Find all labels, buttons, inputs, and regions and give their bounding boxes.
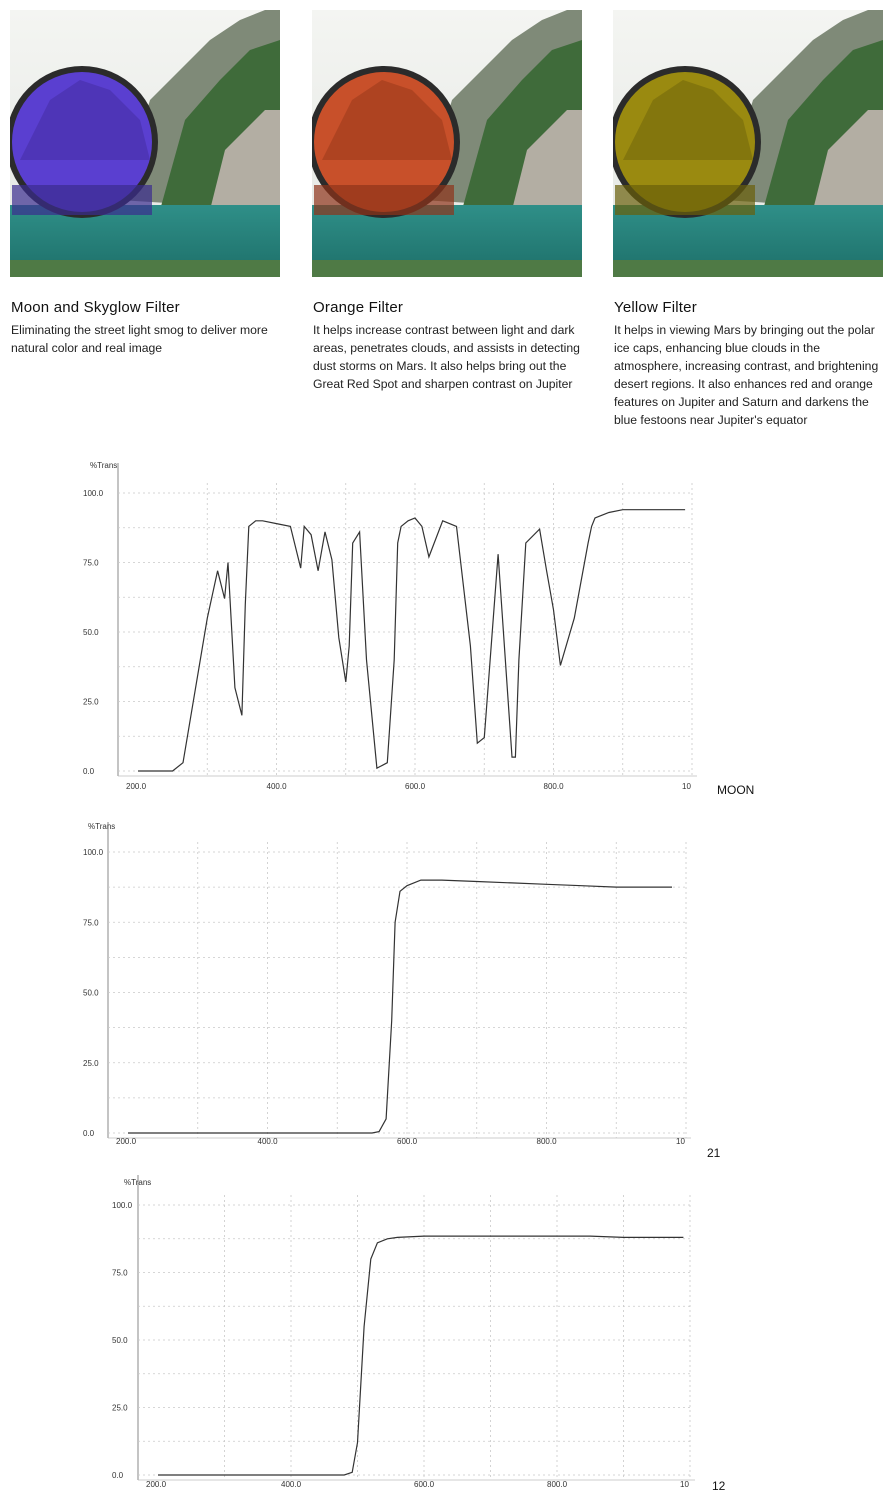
x-tick-label: 600.0 [397, 1137, 418, 1146]
y-tick-label: 25.0 [83, 1058, 99, 1068]
x-tick-label: 400.0 [257, 1137, 278, 1146]
y-tick-label: 75.0 [83, 558, 99, 568]
y-tick-label: 50.0 [83, 988, 99, 998]
y-axis-label: %Trans [124, 1178, 152, 1187]
filter-description: It helps in viewing Mars by bringing out the polar ice caps, enhancing blue clouds in the atmosphere, increasing contrast, and brightening desert regions. It also enhances red and orange features on Jupiter and Saturn and darkens the blue festoons near Jupiter's equator [614, 323, 879, 427]
chart-filter-label: MOON [717, 783, 755, 797]
yellow-filter-image [613, 10, 883, 277]
y-tick-label: 50.0 [83, 628, 99, 637]
y-tick-label: 0.0 [112, 1471, 124, 1480]
orange-filter-image [312, 10, 582, 277]
filter-title: Orange Filter [313, 299, 404, 316]
x-tick-label: 400.0 [281, 1480, 302, 1489]
transmission-curve [128, 880, 672, 1133]
y-tick-label: 100.0 [83, 848, 104, 857]
x-tick-label: 10 [680, 1480, 689, 1489]
transmission-curve [138, 510, 685, 771]
x-tick-label: 800.0 [547, 1480, 568, 1489]
y-tick-label: 50.0 [112, 1336, 128, 1345]
x-tick-label: 10 [676, 1137, 685, 1146]
filter-description: It helps increase contrast between light and dark areas, penetrates clouds, and assists in detecting dust storms on Mars. It also helps bring out the Great Red Spot and sharpen contrast on Jupiter [313, 323, 580, 391]
x-tick-label: 600.0 [405, 782, 426, 791]
x-tick-label: 800.0 [536, 1137, 557, 1146]
filter-12-transmission-chart [0, 1160, 894, 1500]
x-tick-label: 800.0 [543, 782, 564, 791]
filter-title: Yellow Filter [614, 299, 697, 316]
chart-filter-label: 12 [712, 1479, 726, 1493]
y-tick-label: 25.0 [83, 697, 99, 707]
filter-card-yellow [613, 10, 883, 429]
filter-card-orange [312, 10, 582, 393]
grid [118, 483, 692, 776]
chart-filter-label: 21 [707, 1146, 721, 1160]
x-tick-label: 10 [682, 782, 691, 791]
y-tick-label: 75.0 [112, 1268, 128, 1278]
y-axis-label: %Trans [90, 461, 118, 470]
grid [138, 1195, 690, 1480]
y-tick-label: 0.0 [83, 767, 95, 776]
moon-transmission-chart [0, 450, 894, 800]
filter-title: Moon and Skyglow Filter [11, 299, 180, 316]
x-tick-label: 200.0 [126, 782, 147, 791]
filter-card-moon-skyglow [10, 10, 280, 357]
y-tick-label: 100.0 [83, 489, 104, 498]
transmission-curve [158, 1236, 683, 1475]
x-tick-label: 400.0 [266, 782, 287, 791]
moon-filter-image [10, 10, 280, 277]
x-tick-label: 600.0 [414, 1480, 435, 1489]
x-tick-label: 200.0 [116, 1137, 137, 1146]
y-tick-label: 100.0 [112, 1201, 133, 1210]
filter-description: Eliminating the street light smog to deliver more natural color and real image [11, 323, 268, 355]
filter-21-transmission-chart [0, 810, 894, 1160]
y-tick-label: 0.0 [83, 1129, 95, 1138]
filter-section [0, 0, 894, 450]
y-tick-label: 25.0 [112, 1403, 128, 1413]
y-tick-label: 75.0 [83, 918, 99, 928]
x-tick-label: 200.0 [146, 1480, 167, 1489]
y-axis-label: %Trans [88, 822, 116, 831]
